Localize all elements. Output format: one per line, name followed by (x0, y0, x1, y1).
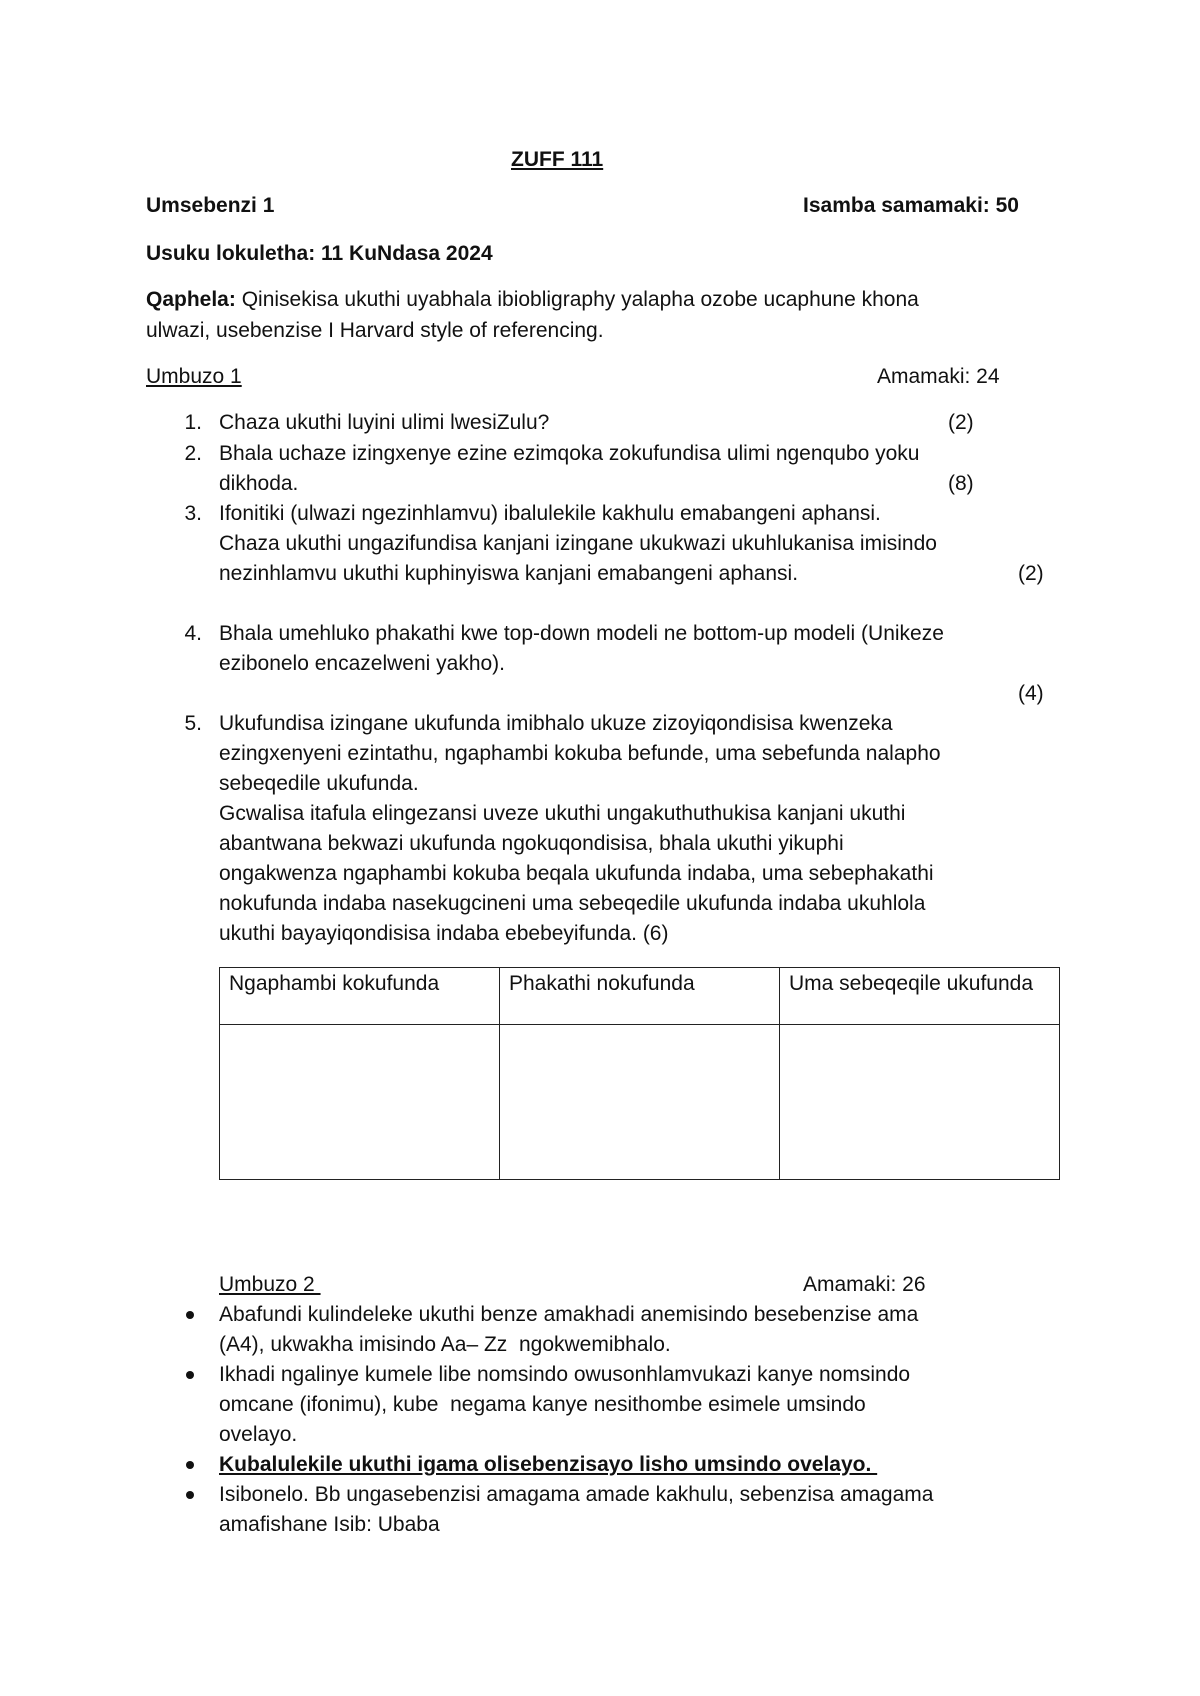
reading-stages-table (219, 967, 1060, 1180)
question-1-marks: Amamaki: 24 (877, 365, 1000, 388)
bullet-text: ovelayo. (219, 1423, 298, 1446)
item-text: ezingxenyeni ezintathu, ngaphambi kokuba befunde, uma sebefunda nalapho (219, 742, 941, 765)
course-code: ZUFF 111 (511, 148, 604, 171)
table-header-before: Ngaphambi kokufunda (220, 968, 500, 1025)
bullet-text: (A4), ukwakha imisindo Aa– Zz ngokwemibhalo. (219, 1333, 671, 1356)
bullet-icon (186, 1491, 194, 1499)
total-marks: Isamba samamaki: 50 (803, 194, 1019, 217)
item-text: nokufunda indaba nasekugcineni uma sebeqedile ukufunda indaba ukuhlola (219, 892, 926, 915)
item-number: 5. (184, 712, 202, 735)
item-text: dikhoda. (219, 472, 299, 495)
table-header-after: Uma sebeqeqile ukufunda (780, 968, 1060, 1025)
bullet-icon (186, 1371, 194, 1379)
item-number: 3. (184, 502, 202, 525)
item-text: sebeqedile ukufunda. (219, 772, 419, 795)
note-line-2: ulwazi, usebenzise I Harvard style of referencing. (146, 319, 604, 342)
question-2-marks: Amamaki: 26 (803, 1273, 926, 1296)
item-mark: (2) (1018, 562, 1044, 585)
bullet-text: omcane (ifonimu), kube negama kanye nesithombe esimele umsindo (219, 1393, 866, 1416)
item-text: Chaza ukuthi ungazifundisa kanjani izingane ukukwazi ukuhlukanisa imisindo (219, 532, 937, 555)
item-mark: (2) (948, 411, 974, 434)
note-line-1 (146, 285, 919, 315)
item-text: Bhala uchaze izingxenye ezine ezimqoka zokufundisa ulimi ngenqubo yoku (219, 442, 920, 465)
item-number: 2. (184, 442, 202, 465)
table-cell-before[interactable] (220, 1025, 500, 1180)
bullet-text: Isibonelo. Bb ungasebenzisi amagama amade kakhulu, sebenzisa amagama (219, 1483, 934, 1506)
question-1-title: Umbuzo 1 (146, 365, 242, 388)
assignment-title: Umsebenzi 1 (146, 194, 275, 217)
item-text: Chaza ukuthi luyini ulimi lwesiZulu? (219, 411, 550, 434)
item-text: Ifonitiki (ulwazi ngezinhlamvu) ibalulekile kakhulu emabangeni aphansi. (219, 502, 881, 525)
item-text: Gcwalisa itafula elingezansi uveze ukuthi ungakuthuthukisa kanjani ukuthi (219, 802, 906, 825)
bullet-icon (186, 1311, 194, 1319)
question-2-title: Umbuzo 2 (219, 1273, 321, 1296)
item-mark: (4) (1018, 682, 1044, 705)
item-text: ezibonelo encazelweni yakho). (219, 652, 506, 675)
item-mark: (8) (948, 472, 974, 495)
item-text: ongakwenza ngaphambi kokuba beqala ukufunda indaba, uma sebephakathi (219, 862, 934, 885)
table-cell-during[interactable] (500, 1025, 780, 1180)
note-text-1: Qinisekisa ukuthi uyabhala ibiobligraphy yalapha ozobe ucaphune khona (235, 288, 919, 311)
item-text: Ukufundisa izingane ukufunda imibhalo ukuze zizoyiqondisisa kwenzeka (219, 712, 893, 735)
item-text: ukuthi bayayiqondisisa indaba ebebeyifunda. (6) (219, 922, 669, 945)
bullet-text: Abafundi kulindeleke ukuthi benze amakhadi anemisindo besebenzise ama (219, 1303, 919, 1326)
bullet-text: amafishane Isib: Ubaba (219, 1513, 440, 1536)
table-header-row (220, 968, 1060, 1025)
table-row (220, 1025, 1060, 1180)
due-date: Usuku lokuletha: 11 KuNdasa 2024 (146, 242, 493, 265)
item-text: abantwana bekwazi ukufunda ngokuqondisisa, bhala ukuthi yikuphi (219, 832, 844, 855)
item-number: 4. (184, 622, 202, 645)
item-text: nezinhlamvu ukuthi kuphinyiswa kanjani emabangeni aphansi. (219, 562, 799, 585)
note-label: Qaphela: (146, 288, 236, 311)
bullet-text-emphasis: Kubalulekile ukuthi igama olisebenzisayo lisho umsindo ovelayo. (219, 1453, 878, 1476)
item-number: 1. (184, 411, 202, 434)
bullet-text: Ikhadi ngalinye kumele libe nomsindo owusonhlamvukazi kanye nomsindo (219, 1363, 911, 1386)
item-text: Bhala umehluko phakathi kwe top-down modeli ne bottom-up modeli (Unikeze (219, 622, 944, 645)
table-cell-after[interactable] (780, 1025, 1060, 1180)
bullet-icon (186, 1461, 194, 1469)
table-header-during: Phakathi nokufunda (500, 968, 780, 1025)
